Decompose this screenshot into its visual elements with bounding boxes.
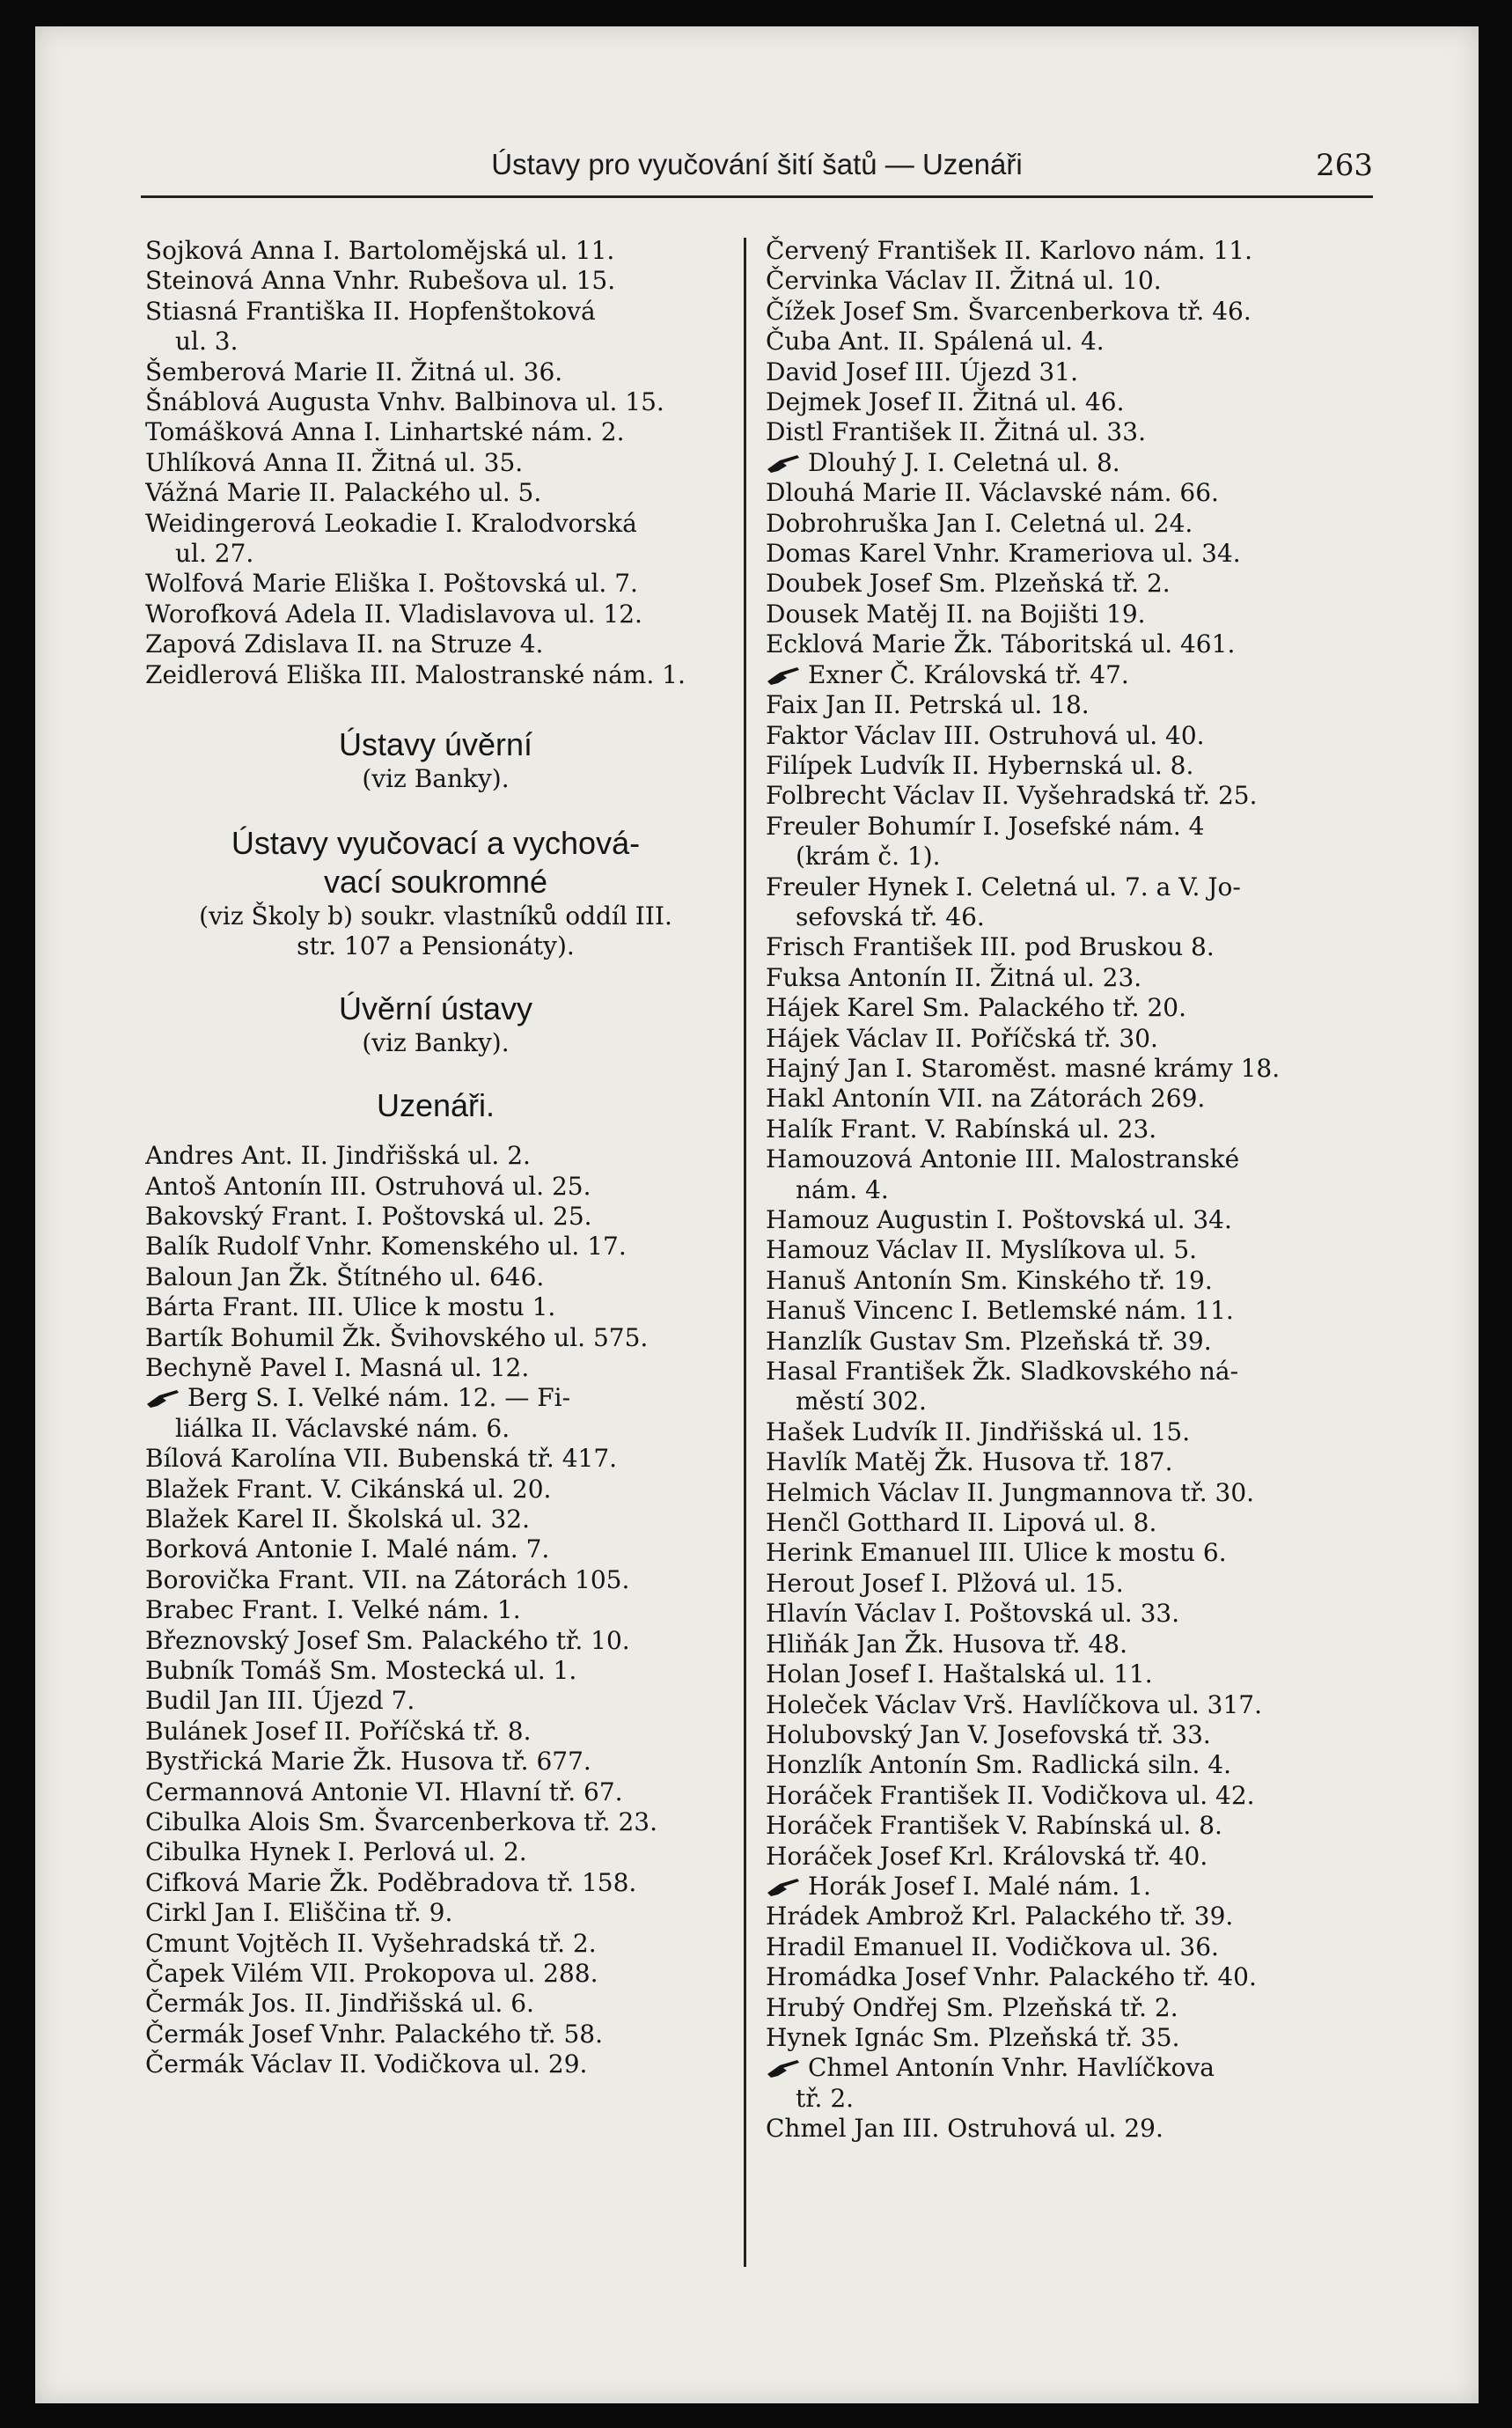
list-item: Ecklová Marie Žk. Táboritská ul. 461. xyxy=(766,629,1236,659)
list-item-text: Berg S. I. Velké nám. 12. — Fi- xyxy=(187,1383,571,1413)
list-item: ul. 3. xyxy=(175,327,239,357)
list-item: Hlavín Václav I. Poštovská ul. 33. xyxy=(766,1599,1180,1629)
list-item: Cirkl Jan I. Eliščina tř. 9. xyxy=(145,1898,453,1928)
list-item: Holubovský Jan V. Josefovská tř. 33. xyxy=(766,1719,1211,1749)
entry-list xyxy=(766,690,1373,1872)
list-item: Baloun Jan Žk. Štítného ul. 646. xyxy=(145,1262,545,1291)
list-item: Helmich Václav II. Jungmannova tř. 30. xyxy=(766,1477,1255,1507)
list-item: Hamouz Václav II. Myslíkova ul. 5. xyxy=(766,1235,1198,1265)
list-item: Halík Frant. V. Rabínská ul. 23. xyxy=(766,1114,1157,1144)
list-item: Cermannová Antonie VI. Hlavní tř. 67. xyxy=(145,1777,623,1806)
list-item: Budil Jan III. Újezd 7. xyxy=(145,1686,415,1716)
pointing-hand-icon xyxy=(766,2056,801,2079)
list-item: Hajný Jan I. Staroměst. masné krámy 18. xyxy=(766,1053,1281,1083)
list-item: Bystřická Marie Žk. Husova tř. 677. xyxy=(145,1747,591,1777)
section-note: (viz Banky). xyxy=(362,1028,510,1058)
list-item: Hynek Ignác Sm. Plzeňská tř. 35. xyxy=(766,2022,1180,2052)
list-item: Dobrohruška Jan I. Celetná ul. 24. xyxy=(766,508,1193,538)
list-item: tř. 2. xyxy=(796,2083,855,2113)
list-item: Brabec Frant. I. Velké nám. 1. xyxy=(145,1595,521,1625)
list-item: Čermák Václav II. Vodičkova ul. 29. xyxy=(145,2049,588,2079)
section-title: Ústavy vyučovací a vychová- xyxy=(231,825,641,862)
list-item: Honzlík Antonín Sm. Radlická siln. 4. xyxy=(766,1750,1231,1780)
list-item: Horáček František II. Vodičkova ul. 42. xyxy=(766,1780,1255,1810)
pointing-hand-icon xyxy=(766,452,801,475)
list-item: Bechyně Pavel I. Masná ul. 12. xyxy=(145,1352,530,1382)
list-item: Čermák Jos. II. Jindřišská ul. 6. xyxy=(145,1989,534,2019)
running-head: Ústavy pro vyučování šití šatů — Uzenáři xyxy=(491,148,1023,180)
list-item: Antoš Antonín III. Ostruhová ul. 25. xyxy=(145,1171,591,1201)
list-item: Blažek Karel II. Školská ul. 32. xyxy=(145,1504,530,1534)
list-item: nám. 4. xyxy=(796,1174,889,1204)
list-item: Hromádka Josef Vnhr. Palackého tř. 40. xyxy=(766,1962,1257,1992)
list-item: Bílová Karolína VII. Bubenská tř. 417. xyxy=(145,1444,618,1474)
list-item: Horáček Josef Krl. Královská tř. 40. xyxy=(766,1841,1208,1871)
list-item: Červinka Václav II. Žitná ul. 10. xyxy=(766,266,1162,296)
list-item: Holan Josef I. Haštalská ul. 11. xyxy=(766,1659,1153,1689)
list-item: Andres Ant. II. Jindřišská ul. 2. xyxy=(145,1141,531,1171)
list-item: Zeidlerová Eliška III. Malostranské nám. 1. xyxy=(145,659,686,689)
list-item: Bárta Frant. III. Ulice k mostu 1. xyxy=(145,1292,556,1322)
section-title: Ústavy úvěrní xyxy=(338,726,533,763)
list-item: Hamouz Augustin I. Poštovská ul. 34. xyxy=(766,1205,1232,1234)
list-item: Bubník Tomáš Sm. Mostecká ul. 1. xyxy=(145,1656,577,1685)
entry-list xyxy=(766,236,1373,448)
list-item xyxy=(766,1872,1373,1902)
list-item: Cibulka Alois Sm. Švarcenberkova tř. 23. xyxy=(145,1807,658,1837)
list-item: Worofková Adela II. Vladislavova ul. 12. xyxy=(145,599,642,629)
list-item: Holeček Václav Vrš. Havlíčkova ul. 317. xyxy=(766,1689,1262,1719)
list-item: Steinová Anna Vnhr. Rubešova ul. 15. xyxy=(145,266,616,296)
list-item: Hradil Emanuel II. Vodičkova ul. 36. xyxy=(766,1931,1219,1961)
pointing-hand-icon xyxy=(766,664,801,687)
list-item: Tomášková Anna I. Linhartské nám. 2. xyxy=(145,417,625,447)
list-item: Distl František II. Žitná ul. 33. xyxy=(766,417,1146,447)
list-item: Hájek Václav II. Poříčská tř. 30. xyxy=(766,1023,1158,1053)
list-item: Horáček František V. Rabínská ul. 8. xyxy=(766,1811,1222,1841)
list-item: Hrádek Ambrož Krl. Palackého tř. 39. xyxy=(766,1902,1234,1931)
section-title: Uzenáři. xyxy=(376,1087,495,1124)
list-item: Faktor Václav III. Ostruhová ul. 40. xyxy=(766,720,1205,750)
list-item: Březnovský Josef Sm. Palackého tř. 10. xyxy=(145,1625,630,1655)
entry-list xyxy=(766,1902,1373,2053)
entry-list xyxy=(145,1141,726,1383)
list-item: Borovička Frant. VII. na Zátorách 105. xyxy=(145,1564,630,1594)
list-item: Hašek Ludvík II. Jindřišská ul. 15. xyxy=(766,1416,1191,1446)
section-title: vací soukromné xyxy=(323,864,548,901)
list-item: Bartík Bohumil Žk. Švihovského ul. 575. xyxy=(145,1322,649,1352)
list-item: Freuler Hynek I. Celetná ul. 7. a V. Jo- xyxy=(766,872,1241,901)
list-item: Filípek Ludvík II. Hybernská ul. 8. xyxy=(766,750,1194,780)
section-title: Úvěrní ústavy xyxy=(338,990,533,1027)
column-divider xyxy=(744,238,746,2267)
list-item xyxy=(766,2053,1373,2083)
list-item: Chmel Jan III. Ostruhová ul. 29. xyxy=(766,2114,1163,2144)
list-item-text: Exner Č. Královská tř. 47. xyxy=(808,659,1129,689)
list-item: Uhlíková Anna II. Žitná ul. 35. xyxy=(145,447,524,477)
list-item: Vážná Marie II. Palackého ul. 5. xyxy=(145,478,542,508)
book-page xyxy=(35,26,1479,2403)
list-item: Hanzlík Gustav Sm. Plzeňská tř. 39. xyxy=(766,1326,1212,1356)
list-item: Herout Josef I. Plžová ul. 15. xyxy=(766,1568,1124,1598)
list-item: Hanuš Antonín Sm. Kinského tř. 19. xyxy=(766,1265,1213,1295)
list-item: Čuba Ant. II. Spálená ul. 4. xyxy=(766,327,1105,357)
list-item: Weidingerová Leokadie I. Kralodvorská xyxy=(145,508,637,538)
section-note: str. 107 a Pensionáty). xyxy=(297,931,575,961)
list-item xyxy=(766,660,1373,690)
list-item: Dousek Matěj II. na Bojišti 19. xyxy=(766,599,1146,629)
list-item: Cifková Marie Žk. Poděbradova tř. 158. xyxy=(145,1867,637,1897)
list-item: městí 302. xyxy=(796,1387,927,1416)
list-item: Hakl Antonín VII. na Zátorách 269. xyxy=(766,1084,1206,1114)
section-note: (viz Školy b) soukr. vlastníků oddíl III. xyxy=(199,901,672,931)
list-item: Dejmek Josef II. Žitná ul. 46. xyxy=(766,387,1125,417)
entry-list xyxy=(145,1444,726,2080)
list-item: Čermák Josef Vnhr. Palackého tř. 58. xyxy=(145,2019,603,2049)
list-item: Faix Jan II. Petrská ul. 18. xyxy=(766,690,1090,720)
list-item: Dlouhá Marie II. Václavské nám. 66. xyxy=(766,478,1219,508)
list-item: Borková Antonie I. Malé nám. 7. xyxy=(145,1534,550,1564)
section-note: (viz Banky). xyxy=(362,764,510,794)
list-item-text: Chmel Antonín Vnhr. Havlíčkova xyxy=(808,2053,1215,2083)
list-item: Červený František II. Karlovo nám. 11. xyxy=(766,236,1252,265)
right-column xyxy=(766,236,1373,2145)
list-item: sefovská tř. 46. xyxy=(796,901,985,931)
list-item: Hájek Karel Sm. Palackého tř. 20. xyxy=(766,993,1187,1023)
list-item: Herink Emanuel III. Ulice k mostu 6. xyxy=(766,1538,1227,1568)
list-item: Henčl Gotthard II. Lipová ul. 8. xyxy=(766,1508,1157,1538)
entry-list xyxy=(145,236,726,690)
list-item: Zapová Zdislava II. na Struze 4. xyxy=(145,629,544,659)
list-item: Wolfová Marie Eliška I. Poštovská ul. 7. xyxy=(145,569,638,599)
header-rule xyxy=(141,195,1373,198)
list-item: Hanuš Vincenc I. Betlemské nám. 11. xyxy=(766,1296,1234,1326)
list-item: Bakovský Frant. I. Poštovská ul. 25. xyxy=(145,1201,592,1231)
page-number: 263 xyxy=(1316,148,1373,183)
list-item: Šnáblová Augusta Vnhv. Balbinova ul. 15. xyxy=(145,387,664,417)
page-header xyxy=(141,141,1373,194)
pointing-hand-icon xyxy=(766,1875,801,1898)
list-item: Šemberová Marie II. Žitná ul. 36. xyxy=(145,357,563,386)
entry-list xyxy=(766,478,1373,659)
list-item: Frisch František III. pod Bruskou 8. xyxy=(766,932,1215,962)
list-item: Cibulka Hynek I. Perlová ul. 2. xyxy=(145,1837,527,1867)
list-item: Freuler Bohumír I. Josefské nám. 4 xyxy=(766,811,1205,841)
pointing-hand-icon xyxy=(145,1387,180,1409)
list-item: liálka II. Václavské nám. 6. xyxy=(175,1413,510,1443)
list-item: Čapek Vilém VII. Prokopova ul. 288. xyxy=(145,1959,598,1989)
list-item: Doubek Josef Sm. Plzeňská tř. 2. xyxy=(766,569,1171,599)
list-item: Blažek Frant. V. Cikánská ul. 20. xyxy=(145,1474,552,1504)
left-column xyxy=(145,236,726,2080)
list-item: Domas Karel Vnhr. Krameriova ul. 34. xyxy=(766,539,1241,569)
list-item: Hliňák Jan Žk. Husova tř. 48. xyxy=(766,1629,1127,1659)
list-item: Bulánek Josef II. Poříčská tř. 8. xyxy=(145,1716,532,1746)
list-item: Hrubý Ondřej Sm. Plzeňská tř. 2. xyxy=(766,1992,1178,2022)
list-item: David Josef III. Újezd 31. xyxy=(766,357,1078,386)
list-item: Cmunt Vojtěch II. Vyšehradská tř. 2. xyxy=(145,1928,597,1958)
list-item-text: Dlouhý J. I. Celetná ul. 8. xyxy=(808,447,1120,477)
list-item: Hamouzová Antonie III. Malostranské xyxy=(766,1144,1240,1174)
list-item: Folbrecht Václav II. Vyšehradská tř. 25. xyxy=(766,781,1258,811)
list-item: ul. 27. xyxy=(175,539,254,569)
list-item: (krám č. 1). xyxy=(796,842,941,872)
list-item: Hasal František Žk. Sladkovského ná- xyxy=(766,1357,1239,1387)
list-item-text: Horák Josef I. Malé nám. 1. xyxy=(808,1871,1151,1901)
list-item: Havlík Matěj Žk. Husova tř. 187. xyxy=(766,1447,1173,1477)
list-item: Balík Rudolf Vnhr. Komenského ul. 17. xyxy=(145,1232,627,1262)
list-item xyxy=(766,448,1373,478)
list-item: Sojková Anna I. Bartolomějská ul. 11. xyxy=(145,236,615,265)
list-item: Stiasná Františka II. Hopfenštoková xyxy=(145,296,596,326)
list-item xyxy=(145,1383,726,1413)
list-item: Fuksa Antonín II. Žitná ul. 23. xyxy=(766,962,1142,992)
list-item: Čížek Josef Sm. Švarcenberkova tř. 46. xyxy=(766,296,1251,326)
